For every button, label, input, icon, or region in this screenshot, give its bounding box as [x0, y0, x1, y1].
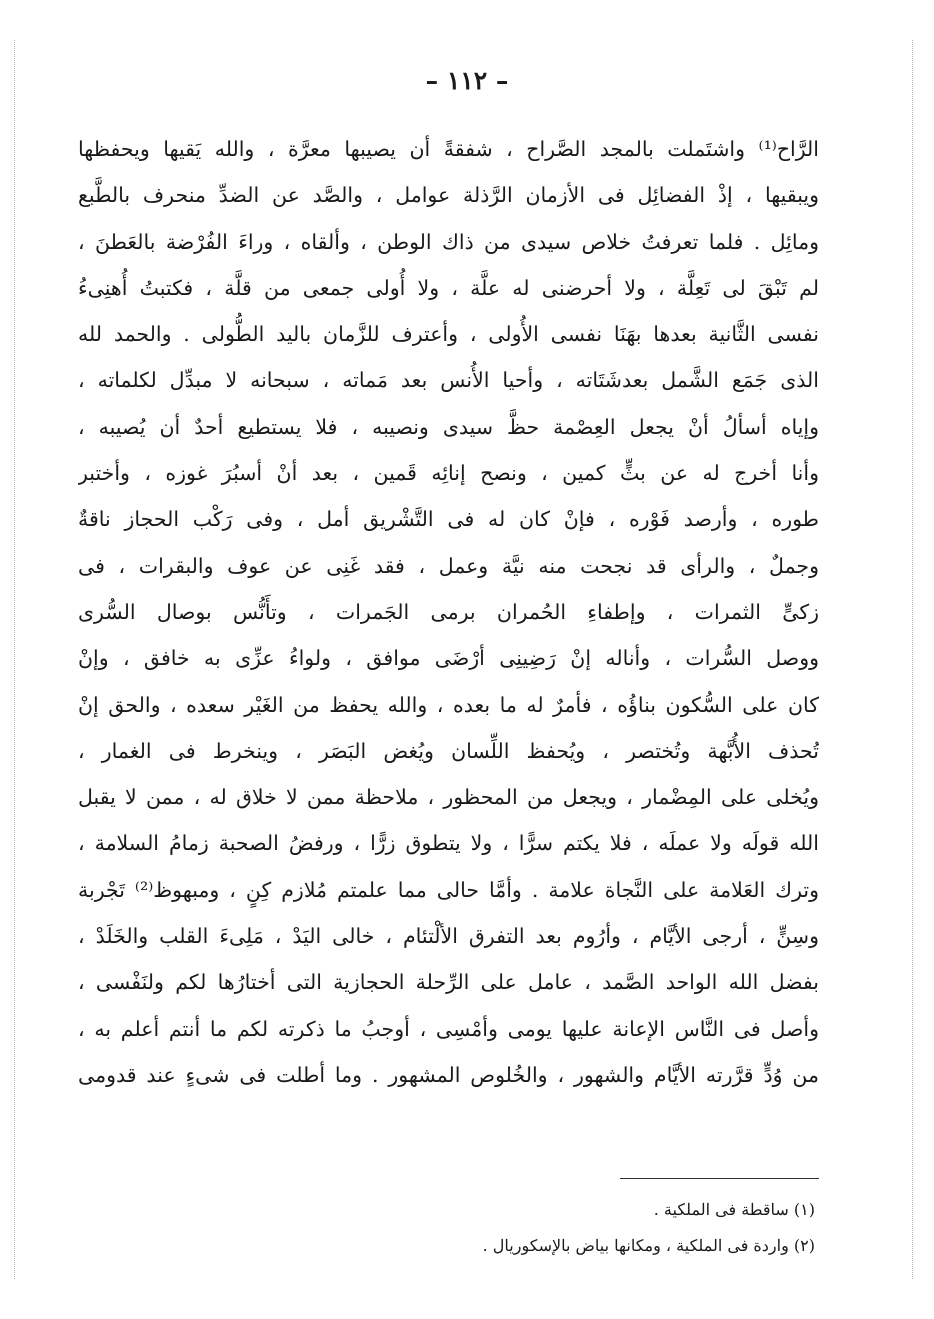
text-line: ووصل السُّرات ، وأناله إنْ رَضِينِى أرْضَى موافق ، ولواءُ عزِّى به خافق ، وإنْ [78, 646, 819, 671]
text-line: طوره ، وأرصد فَوْره ، فإنْ كان له فى التَّشْريق أمل ، وفى رَكْب الحجاز ناقةٌ [78, 507, 819, 532]
body-text [78, 126, 819, 1098]
text-line: لم تَبْقَ لى تَعِلَّة ، ولا أحرضنى له علَّة ، ولا أُولى جمعى من قلَّة ، فكتبتُ أُهنِىءُ [78, 275, 819, 300]
text-line: وإياه أسألُ أنْ يجعل العِصْمة حظَّ سيدى ونصيبه ، فلا يستطيع أحدٌ أن يُصيبه ، [78, 414, 819, 439]
text-line: كان على السُّكون بناؤُه ، فأمرٌ له ما بعده ، والله يحفظ من الغَيْر سعده ، والحق إنْ [78, 692, 819, 717]
footnote-separator [620, 1178, 819, 1179]
text-line: ومائِل . فلما تعرفتُ خلاص سيدى من ذاك الوطن ، وألقاه ، وراءَ الفُرْضة بالعَطنَ ، [78, 229, 819, 254]
footnote: (١) ساقطة فى الملكية . [653, 1200, 815, 1219]
left-edge-dots [14, 40, 15, 1279]
footnotes [78, 1192, 819, 1264]
text-line: الله قولَه ولا عملَه ، فلا يكتم سرًّا ، ولا يتطوق زرًّا ، ورفضُ الصحبة زمامُ السلامة ، [78, 831, 819, 856]
text-line: بفضل الله الواحد الصَّمد ، عامل على الرِّحلة الحجازية التى أختارُها لكم ولنَفْسى ، [78, 970, 819, 995]
right-edge-dots [912, 40, 913, 1279]
text-line: نفسى الثَّانية بعدها بهَنَا نفسى الأُولى ، وأعترف للزَّمان باليد الطُّولى . والحمد لله [78, 322, 819, 347]
page-number: – ١١٢ – [425, 66, 509, 95]
text-line: زكىٍّ الثمرات ، وإطفاءِ الحُمران برمى الجَمرات ، وتأَنُّس بوصال السُّرى [78, 599, 819, 624]
text-line: وجملٌ ، والرأى قد نجحت منه نيَّة وعمل ، فقد غَنِى عن عوف والبقرات ، فى [78, 553, 819, 578]
footnote: (٢) واردة فى الملكية ، ومكانها بياض بالإسكوريال . [482, 1236, 815, 1255]
text-line: وأنا أخرج له عن بثٍّ كمين ، ونصح إنائِه قَمين ، بعد أنْ أسبُرَ غوزه ، وأختبر [78, 461, 819, 486]
text-line: وسِنٍّ ، أرجى الأيَّام ، وأرُوم بعد التفرق الألْتئام ، خالى اليَدْ ، مَلِىءَ القلب والخَلَدْ ، [78, 924, 819, 949]
text-line: الرَّاح⁽¹⁾ واشتَملت بالمجد الصَّراح ، شفقةً أن يصيبها معرَّة ، والله يَقيها ويحفظها [78, 137, 819, 161]
text-line: وأصل فى النَّاس الإعانة عليها يومى وأمْسِى ، أوجبُ ما ذكرته لكم ما أنتم أعلم به ، [78, 1016, 819, 1041]
text-line: تُحذف الأُبَّهة وتُختصر ، ويُحفظ اللِّسان ويُغض البَصَر ، وينخرط فى الغمار ، [78, 738, 819, 763]
text-line: وترك العَلامة على النَّجاة علامة . وأمَّا حالى مما علمتم مُلازم كِنٍ ، ومبهوظ⁽²⁾ تَجْربة [78, 877, 819, 902]
text-line: ويبقيها ، إذْ الفضائِل فى الأزمان الرَّذلة عوامل ، والصَّد عن الضدِّ منحرف بالطَّبع [78, 183, 819, 208]
text-line: ويُخلى على المِضْمار ، ويجعل من المحظور ، ملاحظة ممن لا خلاق له ، ممن لا يقبل [78, 785, 819, 810]
text-line: من وُدٍّ قرَّرته الأيَّام والشهور ، والخُلوص المشهور . وما أطلت فى شىءٍ عند قدومى [78, 1062, 819, 1087]
text-line: الذى جَمَع الشَّمل بعدشَتَاته ، وأحيا الأُنس بعد مَماته ، سبحانه لا مبدِّل لكلماته ، [78, 368, 819, 393]
